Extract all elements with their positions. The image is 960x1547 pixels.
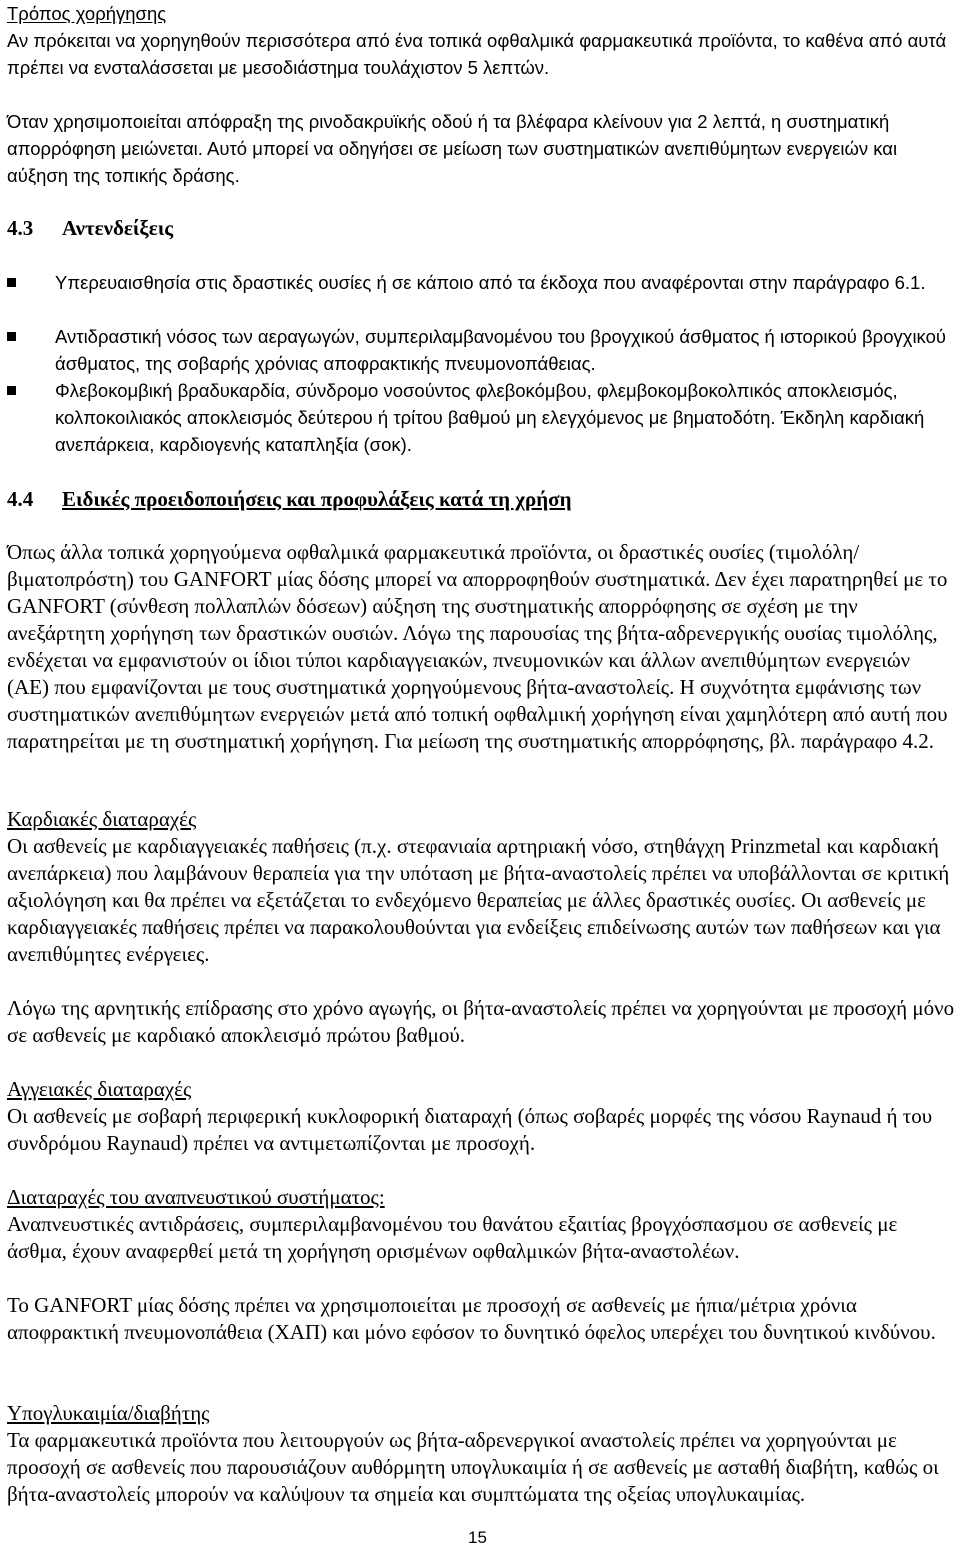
contraindication-item: [7, 269, 957, 323]
contraindication-item: [7, 377, 957, 458]
square-bullet-icon: [7, 278, 16, 287]
vascular-disorders-heading: Αγγειακές διαταραχές: [7, 1077, 192, 1101]
section-4-3-number: 4.3: [7, 216, 34, 240]
section-4-3-title: Αντενδείξεις: [62, 216, 174, 240]
warnings-intro-paragraph: Όπως άλλα τοπικά χορηγούμενα οφθαλμικά φαρμακευτικά προϊόντα, οι δραστικές ουσίες (τιμολόλη/βιματοπρόστη) του GANFORT μίας δόσης μπορεί να απορροφηθούν συστηματικά. Δεν έχει παρατηρηθεί με το GANFORT (σύνθεση πολλαπλών δόσεων) αύξηση της συστηματικής απορρόφησης σε σχέση με την ανεξάρτητη χορήγηση των δραστικών ουσιών. Λόγω της παρουσίας της βήτα-αδρενεργικής ουσίας τιμολόλης, ενδέχεται να εμφανιστούν οι ίδιοι τύποι καρδιαγγειακών, πνευμονικών και άλλων ανεπιθύμητων ενεργειών (ΑΕ) που εμφανίζονται με τους συστηματικά χορηγούμενους βήτα-αναστολείς. Η συχνότητα εμφάνισης των συστηματικών ανεπιθύμητων ενεργειών μετά από τοπική οφθαλμική χορήγηση είναι χαμηλότερη από αυτή που παρατηρείται με τη συστηματική χορήγηση. Για μείωση της συστηματικής απορρόφησης, βλ. παράγραφο 4.2.: [7, 540, 948, 753]
section-4-4-heading: [7, 486, 572, 513]
section-4-4-title: Ειδικές προειδοποιήσεις και προφυλάξεις κατά τη χρήση: [62, 487, 572, 511]
admin-section-title: Τρόπος χορήγησης: [7, 3, 167, 24]
contraindication-text: Υπερευαισθησία στις δραστικές ουσίες ή σε κάποιο από τα έκδοχα που αναφέρονται στην παράγραφο 6.1.: [55, 272, 926, 293]
contraindication-text: Αντιδραστική νόσος των αεραγωγών, συμπεριλαμβανομένου του βρογχικού άσθματος ή ιστορικού βρογχικού άσθματος, της σοβαρής χρόνιας αποφρακτικής πνευμονοπάθειας.: [55, 326, 946, 374]
cardiac-paragraph-1: Οι ασθενείς με καρδιαγγειακές παθήσεις (π.χ. στεφανιαία αρτηριακή νόσο, στηθάγχη Prinzmetal και καρδιακή ανεπάρκεια) που λαμβάνουν θεραπεία για την υπόταση με βήτα-αναστολείς πρέπει να υποβάλλονται σε κριτική αξιολόγηση και θα πρέπει να εξετάζεται το ενδεχόμενο θεραπείας με άλλες δραστικές ουσίες. Οι ασθενείς με καρδιαγγειακές παθήσεις πρέπει να παρακολουθούνται για ενδείξεις επιδείνωσης αυτών των παθήσεων και για ανεπιθύμητες ενέργειες.: [7, 834, 950, 966]
respiratory-disorders-heading: Διαταραχές του αναπνευστικού συστήματος:: [7, 1185, 385, 1209]
respiratory-paragraph-2: Το GANFORT μίας δόσης πρέπει να χρησιμοποιείται με προσοχή σε ασθενείς με ήπια/μέτρια χρόνια αποφρακτική πνευμονοπάθεια (ΧΑΠ) και μόνο εφόσον το δυνητικό όφελος υπερέχει του δυνητικού κινδύνου.: [7, 1293, 936, 1344]
section-4-3-heading: [7, 215, 173, 242]
hypoglycaemia-paragraph: Τα φαρμακευτικά προϊόντα που λειτουργούν ως βήτα-αδρενεργικοί αναστολείς πρέπει να χορηγούνται με προσοχή σε ασθενείς που παρουσιάζουν αυθόρμητη υπογλυκαιμία ή σε ασθενείς με ασταθή διαβήτη, καθώς οι βήτα-αναστολείς μπορούν να καλύψουν τα σημεία και συμπτώματα της οξείας υπογλυκαιμίας.: [7, 1428, 939, 1506]
page-number: 15: [468, 1528, 487, 1547]
vascular-paragraph: Οι ασθενείς με σοβαρή περιφερική κυκλοφορική διαταραχή (όπως σοβαρές μορφές της νόσου Raynaud ή του συνδρόμου Raynaud) πρέπει να αντιμετωπίζονται με προσοχή.: [7, 1104, 933, 1155]
section-4-4-number: 4.4: [7, 487, 34, 511]
admin-paragraph-1: Αν πρόκειται να χορηγηθούν περισσότερα από ένα τοπικά οφθαλμικά φαρμακευτικά προϊόντα, το καθένα από αυτά πρέπει να ενσταλάσσεται με μεσοδιάστημα τουλάχιστον 5 λεπτών.: [7, 30, 947, 78]
respiratory-paragraph-1: Αναπνευστικές αντιδράσεις, συμπεριλαμβανομένου του θανάτου εξαιτίας βρογχόσπασμου σε ασθενείς με άσθμα, έχουν αναφερθεί μετά τη χορήγηση ορισμένων οφθαλμικών βήτα-αναστολέων.: [7, 1212, 898, 1263]
hypoglycaemia-heading: Υπογλυκαιμία/διαβήτης: [7, 1401, 210, 1425]
square-bullet-icon: [7, 332, 16, 341]
cardiac-paragraph-2: Λόγω της αρνητικής επίδρασης στο χρόνο αγωγής, οι βήτα-αναστολείς πρέπει να χορηγούνται με προσοχή μόνο σε ασθενείς με καρδιακό αποκλεισμό πρώτου βαθμού.: [7, 996, 955, 1047]
cardiac-disorders-heading: Καρδιακές διαταραχές: [7, 807, 197, 831]
contraindication-item: [7, 323, 957, 377]
admin-paragraph-2: Όταν χρησιμοποιείται απόφραξη της ρινοδακρυϊκής οδού ή τα βλέφαρα κλείνουν για 2 λεπτά, η συστηματική απορρόφηση μειώνεται. Αυτό μπορεί να οδηγήσει σε μείωση των συστηματικών ανεπιθύμητων ενεργειών και αύξηση της τοπικής δράσης.: [7, 111, 898, 186]
square-bullet-icon: [7, 386, 16, 395]
contraindication-text: Φλεβοκομβική βραδυκαρδία, σύνδρομο νοσούντος φλεβοκόμβου, φλεμβοκομβοκολπικός αποκλεισμός, κολποκοιλιακός αποκλεισμός δεύτερου ή τρίτου βαθμού μη ελεγχόμενος με βηματοδότη. Έκδηλη καρδιακή ανεπάρκεια, καρδιογενής καταπληξία (σοκ).: [55, 380, 925, 455]
